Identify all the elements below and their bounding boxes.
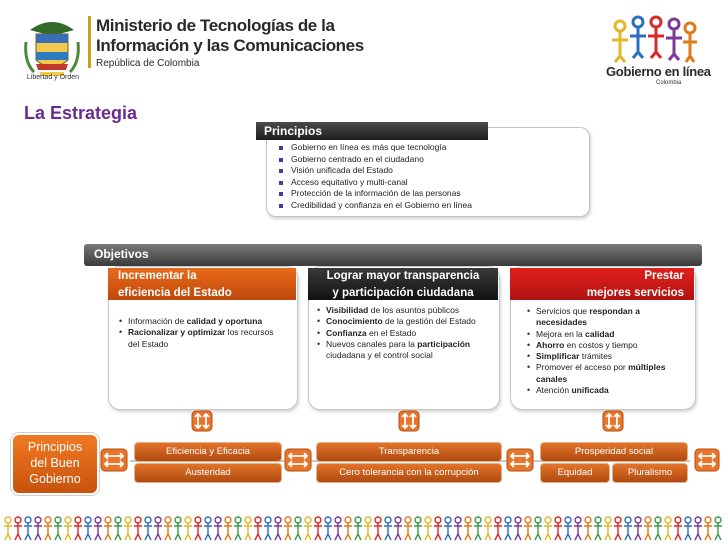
person-figure-icon <box>624 517 632 540</box>
pbg-label-line: Gobierno <box>29 472 81 486</box>
person-figure-icon <box>124 517 132 540</box>
pbg-label-line: del Buen <box>30 456 80 470</box>
person-figure-icon <box>14 517 22 540</box>
person-figure-icon <box>144 517 152 540</box>
objetivo-card-transparencia-header <box>308 268 498 300</box>
person-figure-icon <box>374 517 382 540</box>
person-figure-icon <box>44 517 52 540</box>
objetivo-card-servicios-header <box>510 268 694 300</box>
logo-subtext: Colombia <box>656 80 682 86</box>
list-item: • Confianza en el Estado <box>317 327 417 338</box>
page-title: La Estrategia <box>24 103 138 123</box>
person-figure-icon <box>634 517 642 540</box>
person-figure-icon <box>74 517 82 540</box>
principio-text: Credibilidad y confianza en el Gobierno en línea <box>291 199 472 210</box>
person-figure-icon <box>684 517 692 540</box>
person-figure-icon <box>154 517 162 540</box>
person-figure-icon <box>674 517 682 540</box>
principio-text: Acceso equitativo y multi-canal <box>291 176 408 187</box>
ministry-name-line1: Ministerio de Tecnologías de la <box>96 16 335 35</box>
person-figure-icon <box>644 517 652 540</box>
card-header-line: mejores servicios <box>586 287 684 299</box>
person-figure-icon <box>544 517 552 540</box>
pill-cero-tolerancia: Cero tolerancia con la corrupción <box>316 463 502 483</box>
list-item: • Servicios que respondan a necesidades <box>527 306 640 328</box>
person-figure-icon <box>224 517 232 540</box>
person-figure-icon <box>24 517 32 540</box>
list-item: • Atención unificada <box>527 385 609 396</box>
person-figure-icon <box>714 517 722 540</box>
person-figure-icon <box>604 517 612 540</box>
person-figure-icon <box>484 517 492 540</box>
pill-equidad: Equidad <box>540 463 610 483</box>
list-item: • Nuevos canales para la participación ciudadana y el control social <box>317 338 471 361</box>
vertical-double-arrow-icon <box>191 410 213 432</box>
person-figure-icon <box>104 517 112 540</box>
vertical-double-arrow-icon <box>602 410 624 432</box>
person-figure-icon <box>54 517 62 540</box>
list-item: • Promover el acceso por múltiples canales <box>527 362 666 384</box>
person-figure-icon <box>444 517 452 540</box>
person-figure-icon <box>574 517 582 540</box>
person-figure-icon <box>594 517 602 540</box>
list-item: • Información de calidad y oportuna <box>119 316 263 326</box>
person-figure-icon <box>534 517 542 540</box>
person-figure-icon <box>234 517 242 540</box>
bullet-icon <box>279 181 283 185</box>
principios-buen-gobierno-box <box>11 433 99 495</box>
gobierno-en-linea-logo-icon <box>598 12 710 92</box>
person-figure-icon <box>334 517 342 540</box>
person-figure-icon <box>504 517 512 540</box>
pill-pluralismo: Pluralismo <box>612 463 688 483</box>
principio-text: Gobierno en línea es más que tecnología <box>291 142 447 152</box>
bullet-icon <box>279 192 283 196</box>
objetivo-card-eficiencia-header <box>108 268 296 300</box>
person-figure-icon <box>94 517 102 540</box>
vertical-double-arrow-icon <box>398 410 420 432</box>
person-figure-icon <box>584 517 592 540</box>
person-figure-icon <box>34 517 42 540</box>
logo-text: Gobierno en línea <box>606 64 711 79</box>
person-figure-icon <box>424 517 432 540</box>
person-figure-icon <box>194 517 202 540</box>
person-figure-icon <box>274 517 282 540</box>
bullet-icon <box>279 204 283 208</box>
person-figure-icon <box>404 517 412 540</box>
principio-text: Protección de la información de las personas <box>291 188 461 199</box>
pill-austeridad: Austeridad <box>134 463 282 483</box>
list-item: • Simplificar trámites <box>527 351 613 362</box>
person-figure-icon <box>344 517 352 540</box>
person-figure-icon <box>264 517 272 540</box>
horizontal-double-arrow-icon <box>506 448 534 472</box>
person-figure-icon <box>704 517 712 540</box>
person-figure-icon <box>524 517 532 540</box>
principio-text: Gobierno centrado en el ciudadano <box>291 153 424 164</box>
person-figure-icon <box>204 517 212 540</box>
person-figure-icon <box>664 517 672 540</box>
pill-prosperidad: Prosperidad social <box>540 442 688 462</box>
horizontal-double-arrow-icon <box>284 448 312 472</box>
people-border-decoration-icon <box>0 512 728 546</box>
objetivos-heading: Objetivos <box>94 247 149 261</box>
person-figure-icon <box>394 517 402 540</box>
person-figure-icon <box>284 517 292 540</box>
ministry-country: República de Colombia <box>96 58 200 69</box>
person-figure-icon <box>514 517 522 540</box>
list-item <box>276 200 576 212</box>
person-figure-icon <box>214 517 222 540</box>
person-figure-icon <box>554 517 562 540</box>
list-item <box>276 154 576 166</box>
list-item: • Mejora en la calidad <box>527 328 615 339</box>
bullet-icon <box>279 158 283 162</box>
objetivo-card-servicios-list <box>526 306 690 396</box>
list-item: • Visibilidad de los asuntos públicos <box>317 305 460 315</box>
principios-heading: Principios <box>256 122 488 140</box>
list-item <box>276 188 576 200</box>
person-figure-icon <box>174 517 182 540</box>
bullet-icon <box>279 146 283 150</box>
pbg-label-line: Principios <box>27 440 83 454</box>
list-item <box>276 165 576 177</box>
person-figure-icon <box>84 517 92 540</box>
person-figure-icon <box>494 517 502 540</box>
principios-list <box>276 142 576 212</box>
list-item: • Conocimiento de la gestión del Estado <box>317 316 476 327</box>
person-figure-icon <box>244 517 252 540</box>
person-figure-icon <box>474 517 482 540</box>
person-figure-icon <box>164 517 172 540</box>
shield-caption: Libertad y Orden <box>26 74 80 81</box>
person-figure-icon <box>254 517 262 540</box>
person-figure-icon <box>434 517 442 540</box>
person-figure-icon <box>464 517 472 540</box>
list-item: • Racionalizar y optimizar los recursos del Estado <box>119 327 274 349</box>
person-figure-icon <box>364 517 372 540</box>
person-figure-icon <box>694 517 702 540</box>
pill-transparencia: Transparencia <box>316 442 502 462</box>
person-figure-icon <box>414 517 422 540</box>
ministry-name-line2: Información y las Comunicaciones <box>96 36 364 55</box>
person-figure-icon <box>654 517 662 540</box>
person-figure-icon <box>614 517 622 540</box>
person-figure-icon <box>294 517 302 540</box>
card-header-line: y participación ciudadana <box>332 287 474 299</box>
person-figure-icon <box>134 517 142 540</box>
list-item: • Ahorro en costos y tiempo <box>527 339 638 350</box>
objetivo-card-eficiencia-list <box>118 316 284 350</box>
objetivo-card-transparencia-list <box>316 305 492 361</box>
bullet-icon <box>279 169 283 173</box>
person-figure-icon <box>384 517 392 540</box>
principio-text: Visión unificada del Estado <box>291 165 393 176</box>
person-figure-icon <box>184 517 192 540</box>
card-header-line: Incrementar la <box>118 270 197 282</box>
pill-eficiencia: Eficiencia y Eficacia <box>134 442 282 462</box>
person-figure-icon <box>304 517 312 540</box>
person-figure-icon <box>454 517 462 540</box>
person-figure-icon <box>114 517 122 540</box>
person-figure-icon <box>64 517 72 540</box>
card-header-line: Prestar <box>644 270 684 282</box>
person-figure-icon <box>354 517 362 540</box>
person-figure-icon <box>324 517 332 540</box>
horizontal-double-arrow-icon <box>694 448 720 472</box>
horizontal-double-arrow-icon <box>100 448 128 472</box>
list-item <box>276 142 576 154</box>
card-header-line: Lograr mayor transparencia <box>326 270 480 282</box>
person-figure-icon <box>314 517 322 540</box>
card-header-line: eficiencia del Estado <box>118 287 232 299</box>
list-item <box>276 177 576 189</box>
person-figure-icon <box>564 517 572 540</box>
person-figure-icon <box>4 517 12 540</box>
ministry-divider <box>88 16 91 68</box>
objetivos-bar <box>84 244 702 266</box>
